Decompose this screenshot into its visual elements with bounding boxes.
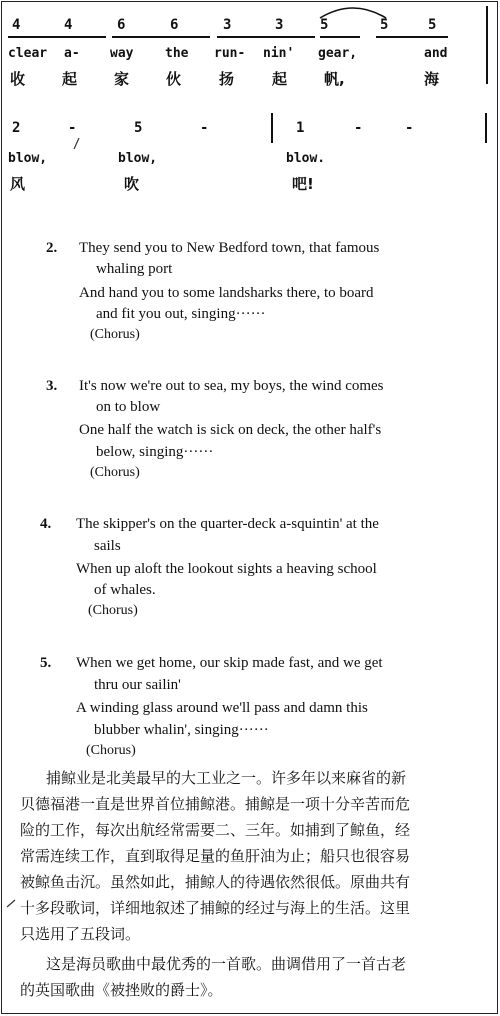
- note: 4: [12, 17, 21, 33]
- bar-line: [486, 6, 488, 84]
- lyric-en: blow.: [286, 151, 326, 166]
- chorus-marker: (Chorus): [86, 743, 136, 758]
- lyric-cn: 家: [114, 70, 130, 88]
- verse-line: One half the watch is sick on deck, the other half's: [79, 422, 382, 438]
- verse-line: on to blow: [96, 399, 161, 415]
- note: -: [68, 120, 77, 136]
- verse-line: thru our sailin': [94, 677, 181, 693]
- beam-underline: [112, 36, 210, 38]
- note: -: [405, 120, 414, 136]
- tie-arc: [318, 4, 388, 20]
- commentary-line: 捕鲸业是北美最早的大工业之一。许多年以来麻省的新: [46, 769, 407, 787]
- verse-line: It's now we're out to sea, my boys, the wind comes: [79, 378, 384, 394]
- commentary-line: 这是海员歌曲中最优秀的一首歌。曲调借用了一首古老: [46, 955, 407, 973]
- commentary-line: 的英国歌曲《被挫败的爵士》。: [20, 981, 223, 999]
- beam-underline: [376, 36, 448, 38]
- beam-underline: [320, 36, 360, 38]
- chorus-marker: (Chorus): [90, 327, 140, 342]
- note: 5: [320, 17, 329, 33]
- verse-line: blubber whalin', singing······: [94, 722, 269, 738]
- lyric-en: blow,: [8, 151, 48, 166]
- verse-line: When up aloft the lookout sights a heaving school: [76, 561, 377, 577]
- lyric-en: the: [165, 46, 189, 61]
- lyric-en: gear,: [318, 46, 358, 61]
- lyric-cn: 吹: [124, 175, 140, 193]
- verse-number: 4.: [40, 516, 52, 532]
- stray-mark: [72, 136, 82, 150]
- beam-underline: [217, 36, 315, 38]
- note: 5: [380, 17, 389, 33]
- verse-line: When we get home, our skip made fast, and we get: [76, 655, 383, 671]
- note: 1: [296, 120, 305, 136]
- note: 3: [223, 17, 232, 33]
- note: -: [354, 120, 363, 136]
- lyric-cn: 海: [424, 70, 440, 88]
- note: 5: [134, 120, 143, 136]
- lyric-cn: 扬: [219, 70, 235, 88]
- stray-mark: [5, 897, 17, 909]
- lyric-en: way: [110, 46, 134, 61]
- verse-line: whaling port: [96, 261, 173, 277]
- verse-line: of whales.: [94, 582, 156, 598]
- commentary-line: 十多段歌词，详细地叙述了捕鲸的经过与海上的生活。这里: [20, 899, 411, 917]
- beam-underline: [8, 36, 106, 38]
- verse-line: A winding glass around we'll pass and damn this: [76, 700, 368, 716]
- verse-line: sails: [94, 538, 121, 554]
- lyric-en: a-: [64, 46, 80, 61]
- verse-line: The skipper's on the quarter-deck a-squintin' at the: [76, 516, 379, 532]
- commentary-line: 被鲸鱼击沉。虽然如此，捕鲸人的待遇依然很低。原曲共有: [20, 873, 411, 891]
- lyric-en: and: [424, 46, 448, 61]
- lyric-en: run-: [214, 46, 246, 61]
- verse-line: And hand you to some landsharks there, to board: [79, 285, 374, 301]
- lyric-cn: 收: [10, 70, 26, 88]
- commentary-line: 贝德福港一直是世界首位捕鲸港。捕鲸是一项十分辛苦而危: [20, 795, 411, 813]
- commentary-line: 险的工作，每次出航经常需要二、三年。如捕到了鲸鱼，经: [20, 821, 411, 839]
- lyric-en: blow,: [118, 151, 158, 166]
- verse-line: They send you to New Bedford town, that famous: [79, 240, 380, 256]
- lyric-cn: 起: [272, 70, 288, 88]
- note: -: [200, 120, 209, 136]
- commentary-line: 只选用了五段词。: [20, 925, 141, 943]
- verse-number: 3.: [46, 378, 58, 394]
- note: 5: [428, 17, 437, 33]
- lyric-en: clear: [8, 46, 48, 61]
- chorus-marker: (Chorus): [90, 465, 140, 480]
- lyric-cn: 起: [62, 70, 78, 88]
- lyric-cn: 吧!: [292, 175, 314, 193]
- bar-line: [271, 113, 273, 143]
- verse-number: 5.: [40, 655, 52, 671]
- lyric-cn: 伙: [166, 70, 182, 88]
- lyric-cn: 风: [10, 175, 26, 193]
- note: 6: [170, 17, 179, 33]
- note: 2: [12, 120, 21, 136]
- lyric-en: nin': [263, 46, 295, 61]
- verse-line: below, singing······: [96, 444, 214, 460]
- chorus-marker: (Chorus): [88, 603, 138, 618]
- verse-line: and fit you out, singing······: [96, 306, 266, 322]
- note: 3: [275, 17, 284, 33]
- note: 4: [64, 17, 73, 33]
- commentary-line: 常需连续工作，直到取得足量的鱼肝油为止；船只也很容易: [20, 847, 411, 865]
- note: 6: [117, 17, 126, 33]
- bar-line: [485, 113, 487, 143]
- verse-number: 2.: [46, 240, 58, 256]
- lyric-cn: 帆,: [324, 70, 345, 88]
